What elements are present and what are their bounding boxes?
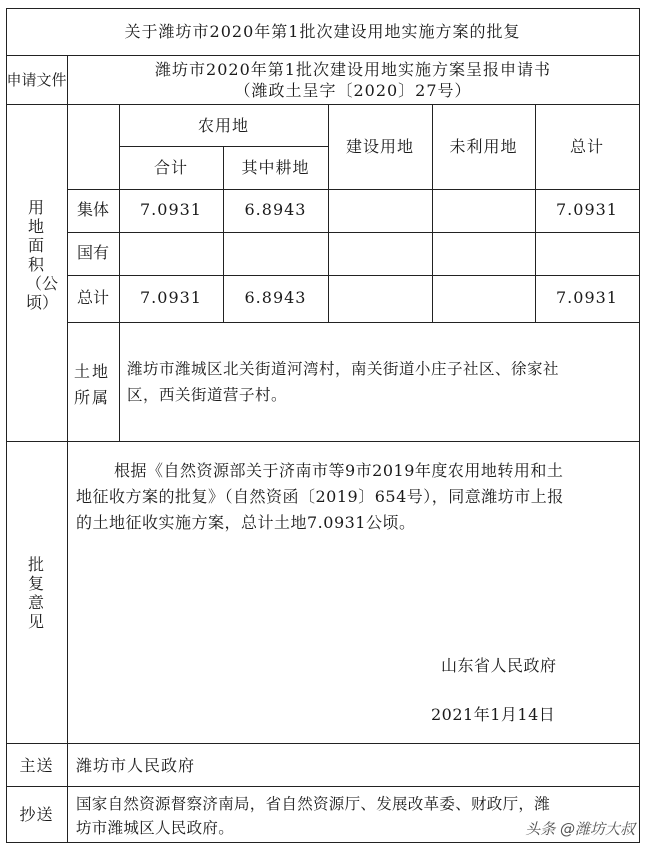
location-line-2: 区，西关街道营子村。	[127, 386, 288, 404]
row-divider	[6, 55, 639, 56]
approval-line-3: 的土地征收实施方案，总计土地7.0931公顷。	[76, 513, 416, 532]
border-right	[639, 8, 640, 843]
row-label-total: 总计	[76, 288, 109, 307]
col-divider	[119, 104, 120, 441]
header-arable: 其中耕地	[241, 158, 310, 177]
row-label-state: 国有	[76, 243, 109, 262]
location-line-1: 潍坊市潍城区北关街道河湾村，南关街道小庄子社区、徐家社	[127, 360, 560, 378]
location-label: 土地所属	[74, 362, 111, 407]
row-divider	[67, 322, 639, 323]
header-farmland: 农用地	[197, 116, 249, 135]
header-unused: 未利用地	[449, 137, 518, 156]
row-divider	[6, 441, 639, 442]
application-label: 申请文件	[6, 71, 67, 89]
header-construction: 建设用地	[345, 137, 414, 156]
header-subtotal: 合计	[153, 158, 188, 177]
approval-label: 批复意见	[27, 555, 44, 631]
cell-total: 7.0931	[556, 200, 618, 219]
cc-label: 抄送	[19, 805, 54, 824]
label-column-divider	[67, 55, 68, 843]
border-left	[6, 8, 7, 843]
border-top	[6, 8, 639, 9]
cell-arable: 6.8943	[244, 288, 307, 307]
issuer: 山东省人民政府	[441, 656, 557, 675]
land-area-side-label: 用地面积（公顷）	[26, 198, 59, 312]
document-title: 关于潍坊市2020年第1批次建设用地实施方案的批复	[124, 22, 521, 41]
approval-date: 2021年1月14日	[431, 705, 556, 724]
cell-total: 7.0931	[556, 288, 618, 307]
main-recipient-value: 潍坊市人民政府	[76, 756, 196, 775]
cell-subtotal: 7.0931	[140, 200, 202, 219]
row-divider	[6, 743, 639, 744]
application-line-2: （潍政土呈字〔2020〕27号）	[234, 81, 472, 100]
main-recipient-label: 主送	[19, 756, 54, 775]
approval-line-2: 地征收方案的批复》（自然资函〔2019〕654号），同意潍坊市上报	[76, 487, 564, 506]
application-line-1: 潍坊市2020年第1批次建设用地实施方案呈报申请书	[155, 60, 551, 79]
row-divider	[67, 189, 639, 190]
row-divider	[67, 232, 639, 233]
row-label-collective: 集体	[76, 200, 109, 219]
border-bottom	[6, 842, 639, 843]
cc-line-2: 坊市潍城区人民政府。	[76, 819, 235, 837]
cc-line-1: 国家自然资源督察济南局，省自然资源厅、发展改革委、财政厅，潍	[76, 795, 551, 813]
row-divider	[6, 786, 639, 787]
watermark: 头条 @潍坊大叔	[525, 820, 635, 838]
header-total: 总计	[569, 137, 604, 156]
cell-arable: 6.8943	[244, 200, 307, 219]
row-divider	[67, 275, 639, 276]
row-divider	[6, 104, 639, 105]
cell-subtotal: 7.0931	[140, 288, 202, 307]
approval-line-1: 根据《自然资源部关于济南市等9市2019年度农用地转用和土	[114, 461, 564, 480]
